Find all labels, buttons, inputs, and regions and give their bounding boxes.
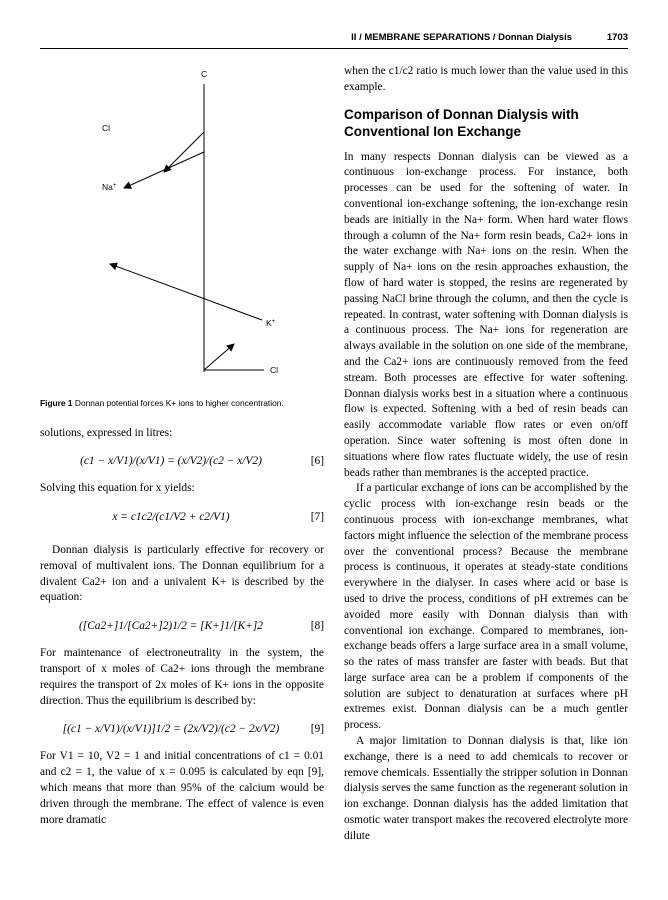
label-cl-lower: Cl (270, 365, 279, 375)
right-paragraph-1: when the c1/c2 ratio is much lower than the value used in this example. (344, 65, 628, 93)
equation-8 (40, 618, 324, 634)
left-paragraph-5: For V1 = 10, V2 = 1 and initial concentrations of c1 = 0.01 and c2 = 1, the value of x = 0.095 is calculated by eqn [9], which means that more than 95% of the calcium would be driven through the membrane. The effect of valence is even more dramatic (40, 750, 324, 826)
left-paragraph-4: For maintenance of electroneutrality in the system, the transport of x moles of Ca2+ ions through the membrane requires the transport of 2x moles of K+ ions in the opposite direction. Thus the equilibrium is described by: (40, 647, 324, 707)
label-c: C (201, 69, 208, 79)
arrow-cl-upper (164, 132, 204, 172)
figure-1-diagram (40, 64, 324, 394)
equation-9 (40, 721, 324, 737)
figure-1 (40, 64, 324, 394)
equation-6 (40, 453, 324, 469)
right-paragraph-3: If a particular exchange of ions can be accomplished by the cyclic process with ion-exchange resin beads or the continuous process with ion-exchange membranes, what factors might influence the selection of the membrane process over the conventional process? Because the membrane process is continuous, it operates at steady-state conditions everywhere in the dialyser. In cases where acid or base is used to drive the process, conditions of pH extremes can be avoided more easily with Donnan dialysis than with conventional ion exchange. Compared to membranes, ion-exchange beads offers a large surface area in a small volume, so the rates of mass transfer are faster with beads. But that large surface area can be a problem if components of the solution are subject to denaturation at surfaces where pH extremes exist. Donnan dialysis can be a much gentler process. (344, 482, 628, 732)
label-cl-upper: Cl (102, 123, 111, 133)
arrow-cl-lower (204, 344, 234, 370)
equation-9-body: [(c1 − x/V1)/(x/V1)]1/2 = (2x/V2)/(c2 − 2x/V2) (62, 723, 280, 736)
arrow-k (110, 264, 262, 320)
left-column (40, 64, 324, 828)
right-paragraph-4: A major limitation to Donnan dialysis is that, like ion exchange, there is a need to add chemicals to recover or remove chemicals. Essentially the stripper solution in Donnan dialysis serves the same function as the regenerant solution in ion exchange. Donnan dialysis has the added limitation that osmotic water transport makes the recovered electrolyte more dilute (344, 735, 628, 842)
caption-text: Donnan potential forces K+ ions to higher concentration. (74, 398, 284, 408)
running-header (40, 32, 628, 49)
left-paragraph-3: Donnan dialysis is particularly effective for recovery or removal of multivalent ions. The Donnan equilibrium for a divalent Ca2+ ion and a univalent K+ is described by the equation: (40, 544, 324, 604)
caption-label: Figure 1 (40, 398, 73, 408)
left-paragraph-1: solutions, expressed in litres: (40, 426, 173, 439)
equation-7-body: x = c1c2/(c1/V2 + c2/V1) (112, 511, 230, 524)
label-k: K+ (266, 318, 276, 328)
equation-9-number: [9] (310, 723, 324, 736)
equation-7 (40, 509, 324, 525)
equation-8-number: [8] (310, 620, 324, 633)
figure-caption (40, 398, 324, 410)
left-paragraph-2: Solving this equation for x yields: (40, 482, 195, 495)
arrow-na (124, 152, 204, 188)
equation-8-body: ([Ca2+]1/[Ca2+]2)1/2 = [K+]1/[K+]2 (78, 620, 263, 633)
right-paragraph-2: In many respects Donnan dialysis can be viewed as a continuous ion-exchange process. For instance, both processes can be used for the softening of water. In conventional ion-exchange softening, the ion-exchange resin beads are initially in the Na+ form. When hard water flows through a column of the Na+ form resin beads, Ca2+ ions in the water exchange with Na+ ions on the resin. When the supply of Na+ ions on the resin approaches exhaustion, the flow of hard water is stopped, the resins are regenerated by passing NaCl brine through the column, and then the cycle is repeated. In contrast, water softening with Donnan dialysis is a continuous process. The Na+ ions for regeneration are always available in the solution on one side of the membrane, and the Ca2+ ions are continuously removed from the feed stream. Both processes are effective for water softening. Donnan dialysis works best in a situation where a continuous flow is expected. Softening with a bed of resin beads can easily accommodate variable flow rates or even on/off operation. Since water softening is most often done in situations where flow rates fluctuate widely, the use of resin beads rather than membranes is the accepted practice. (344, 150, 628, 479)
equation-6-body: (c1 − x/V1)/(x/V1) = (x/V2)/(c2 − x/V2) (80, 455, 262, 468)
equation-7-number: [7] (310, 511, 324, 524)
label-na: Na+ (102, 182, 117, 192)
right-column (344, 64, 628, 845)
section-heading: Comparison of Donnan Dialysis with Conventional Ion Exchange (344, 106, 579, 139)
header-title: II / MEMBRANE SEPARATIONS / Donnan Dialysis (351, 32, 572, 43)
page-number: 1703 (606, 32, 628, 43)
equation-6-number: [6] (310, 455, 324, 468)
